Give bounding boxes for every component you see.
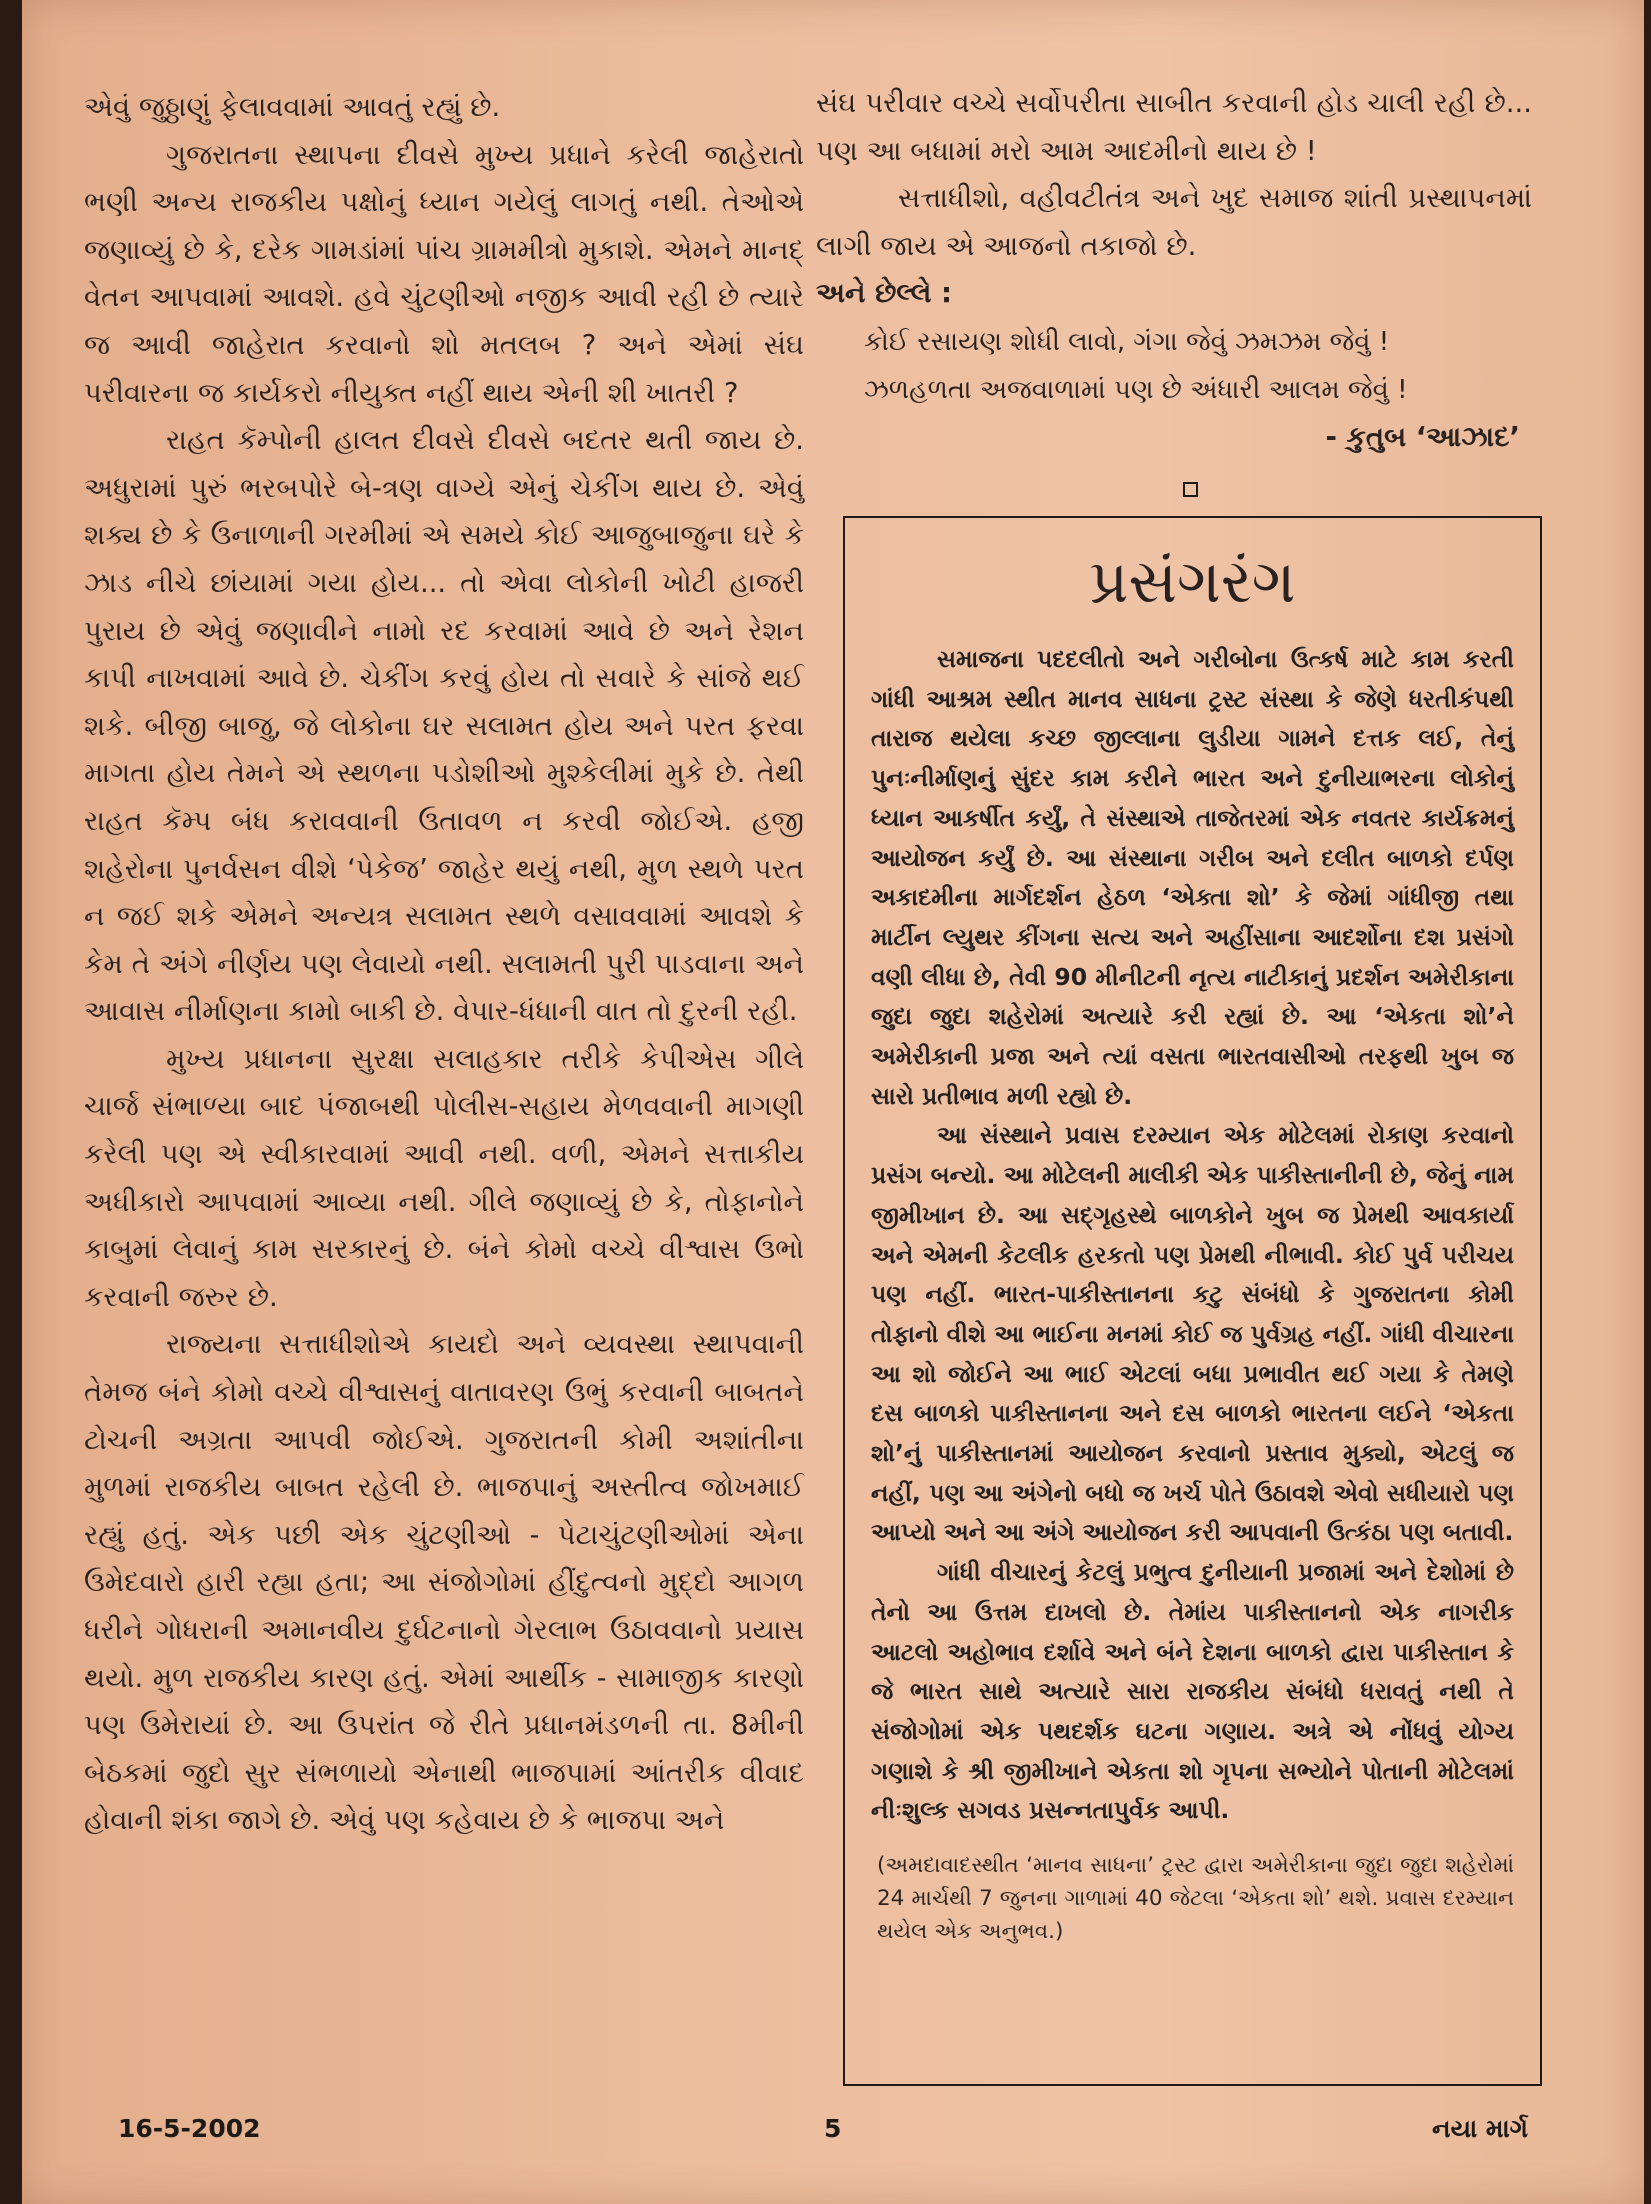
author-signature: - કુતુબ ‘આઝાદ’	[1325, 420, 1520, 453]
left-paragraph: રાજ્યના સત્તાધીશોએ કાયદો અને વ્યવસ્થા સ્થાપવાની તેમજ બંને કોમો વચ્ચે વીશ્વાસનું વાતાવરણ ઉભું કરવાની બાબતને ટોચની અગ્રતા આપવી જોઈએ. ગુજરાતની કોમી અશાંતીના મુળમાં રાજકીય બાબત રહેલી છે. ભાજપાનું અસ્તીત્વ જોખમાઈ રહ્યું હતું. એક પછી એક ચુંટણીઓ - પેટાચુંટણીઓમાં એના ઉમેદવારો હારી રહ્યા હતા; આ સંજોગોમાં હીંદુત્વનો મુદ્દો આગળ ધરીને ગોધરાની અમાનવીય દુર્ઘટનાનો ગેરલાભ ઉઠાવવાનો પ્રયાસ થયો. મુળ રાજકીય કારણ હતું. એમાં આર્થીક - સામાજીક કારણો પણ ઉમેરાયાં છે. આ ઉપરાંત જે રીતે પ્રધાનમંડળની તા. 8મીની બેઠકમાં જુદો સુર સંભળાયો એનાથી ભાજપામાં આંતરીક વીવાદ હોવાની શંકા જાગે છે. એવું પણ કહેવાય છે કે ભાજપા અને	[84, 1328, 804, 1837]
page-sheet	[22, 0, 1644, 2204]
box-paragraph: ગાંધી વીચારનું કેટલું પ્રભુત્વ દુનીયાની પ્રજામાં અને દેશોમાં છે તેનો આ ઉત્તમ દાખલો છે. તેમાંય પાકીસ્તાનનો એક નાગરીક આટલો અહોભાવ દર્શાવે અને બંને દેશના બાળકો દ્વારા પાકીસ્તાન કે જે ભારત સાથે અત્યારે સારા રાજકીય સંબંધો ધરાવતું નથી તે સંજોગોમાં એક પથદર્શક ઘટના ગણાય. અત્રે એ નોંધવું યોગ્ય ગણાશે કે શ્રી જીમીખાને એકતા શો ગૃપના સભ્યોને પોતાની મોટેલમાં નીઃશુલ્ક સગવડ પ્રસન્નતાપુર્વક આપી.	[871, 1558, 1514, 1825]
right-column	[816, 80, 1532, 462]
right-paragraph: સંઘ પરીવાર વચ્ચે સર્વોપરીતા સાબીત કરવાની હોડ ચાલી રહી છે... પણ આ બધામાં મરો આમ આદમીનો થાય છે !	[816, 87, 1532, 167]
left-paragraph: એવું જુઠ્ઠાણું ફેલાવવામાં આવતું રહ્યું છે.	[84, 91, 501, 123]
closing-heading: અને છેલ્લે :	[816, 277, 952, 310]
box-footnote: (અમદાવાદસ્થીત ‘માનવ સાધના’ ટ્રસ્ટ દ્વારા અમેરીકાના જુદા જુદા શહેરોમાં 24 માર્ચથી 7 જુનના ગાળામાં 40 જેટલા ‘એકતા શો’ થશે. પ્રવાસ દરમ્યાન થયેલ એક અનુભવ.)	[877, 1853, 1514, 1945]
left-paragraph: મુખ્ય પ્રધાનના સુરક્ષા સલાહકાર તરીકે કેપીએસ ગીલે ચાર્જ સંભાળ્યા બાદ પંજાબથી પોલીસ-સહાય મેળવવાની માગણી કરેલી પણ એ સ્વીકારવામાં આવી નથી. વળી, એમને સત્તાકીય અધીકારો આપવામાં આવ્યા નથી. ગીલે જણાવ્યું છે કે, તોફાનોને કાબુમાં લેવાનું કામ સરકારનું છે. બંને કોમો વચ્ચે વીશ્વાસ ઉભો કરવાની જરુર છે.	[84, 1042, 804, 1313]
footer-date: 16-5-2002	[118, 2114, 261, 2143]
page-number: 5	[824, 2114, 842, 2143]
box-paragraph: આ સંસ્થાને પ્રવાસ દરમ્યાન એક મોટેલમાં રોકાણ કરવાનો પ્રસંગ બન્યો. આ મોટેલની માલીકી એક પાકીસ્તાનીની છે, જેનું નામ જીમીખાન છે. આ સદ્ગૃહસ્થે બાળકોને ખુબ જ પ્રેમથી આવકાર્યા અને એમની કેટલીક હરકતો પણ પ્રેમથી નીભાવી. કોઈ પુર્વ પરીચય પણ નહીં. ભારત-પાકીસ્તાનના કટુ સંબંધો કે ગુજરાતના કોમી તોફાનો વીશે આ ભાઈના મનમાં કોઈ જ પુર્વગ્રહ નહીં. ગાંધી વીચારના આ શો જોઈને આ ભાઈ એટલાં બધા પ્રભાવીત થઈ ગયા કે તેમણે દસ બાળકો પાકીસ્તાનના અને દસ બાળકો ભારતના લઈને ‘એકતા શો’નું પાકીસ્તાનમાં આયોજન કરવાનો પ્રસ્તાવ મુક્યો, એટલું જ નહીં, પણ આ અંગેનો બધો જ ખર્ચ પોતે ઉઠાવશે એવો સધીયારો પણ આપ્યો અને આ અંગે આયોજન કરી આપવાની ઉત્કંઠા પણ બતાવી.	[871, 1121, 1514, 1547]
left-column	[84, 84, 804, 1845]
right-paragraph: સત્તાધીશો, વહીવટીતંત્ર અને ખુદ સમાજ શાંતી પ્રસ્થાપનમાં લાગી જાય એ આજનો તકાજો છે.	[816, 182, 1532, 262]
prasangrang-box	[843, 516, 1542, 2086]
left-paragraph: ગુજરાતના સ્થાપના દીવસે મુખ્ય પ્રધાને કરેલી જાહેરાતો ભણી અન્ય રાજકીય પક્ષોનું ધ્યાન ગયેલું લાગતું નથી. તેઓએ જણાવ્યું છે કે, દરેક ગામડાંમાં પાંચ ગ્રામમીત્રો મુકાશે. એમને માનદ્ વેતન આપવામાં આવશે. હવે ચુંટણીઓ નજીક આવી રહી છે ત્યારે જ આવી જાહેરાત કરવાનો શો મતલબ ? અને એમાં સંઘ પરીવારના જ કાર્યકરો નીયુક્ત નહીં થાય એની શી ખાતરી ?	[84, 138, 804, 409]
poem-line: ઝળહળતા અજવાળામાં પણ છે અંધારી આલમ જેવું !	[864, 374, 1408, 405]
poem-line: કોઈ રસાયણ શોધી લાવો, ગંગા જેવું ઝમઝમ જેવું !	[864, 326, 1390, 357]
left-paragraph: રાહત કૅમ્પોની હાલત દીવસે દીવસે બદતર થતી જાય છે. અધુરામાં પુરું ભરબપોરે બે-ત્રણ વાગ્યે એનું ચેકીંગ થાય છે. એવું શક્ય છે કે ઉનાળાની ગરમીમાં એ સમયે કોઈ આજુબાજુના ઘરે કે ઝાડ નીચે છાંયામાં ગયા હોય... તો એવા લોકોની ખોટી હાજરી પુરાય છે એવું જણાવીને નામો રદ કરવામાં આવે છે અને રેશન કાપી નાખવામાં આવે છે. ચેકીંગ કરવું હોય તો સવારે કે સાંજે થઈ શકે. બીજી બાજુ, જે લોકોના ઘર સલામત હોય અને પરત ફરવા માગતા હોય તેમને એ સ્થળના પડોશીઓ મુશ્કેલીમાં મુકે છે. તેથી રાહત કૅમ્પ બંધ કરાવવાની ઉતાવળ ન કરવી જોઈએ. હજી શહેરોના પુનર્વસન વીશે ‘પેકેજ’ જાહેર થયું નથી, મુળ સ્થળે પરત ન જઈ શકે એમને અન્યત્ર સલામત સ્થળે વસાવવામાં આવશે કે કેમ તે અંગે નીર્ણય પણ લેવાયો નથી. સલામતી પુરી પાડવાના અને આવાસ નીર્માણના કામો બાકી છે. વેપાર-ધંધાની વાત તો દુરની રહી.	[84, 424, 804, 1028]
box-title: પ્રસંગરંગ	[1089, 547, 1296, 617]
section-separator-icon	[1183, 482, 1198, 497]
box-body	[871, 640, 1514, 1831]
box-paragraph: સમાજના પદદલીતો અને ગરીબોના ઉત્કર્ષ માટે કામ કરતી ગાંધી આશ્રમ સ્થીત માનવ સાધના ટ્રસ્ટ સંસ્થા કે જેણે ધરતીકંપથી તારાજ થયેલા કચ્છ જીલ્લાના લુડીયા ગામને દત્તક લઈ, તેનું પુનઃનીર્માણનું સુંદર કામ કરીને ભારત અને દુનીયાભરના લોકોનું ધ્યાન આકર્ષીત કર્યું, તે સંસ્થાએ તાજેતરમાં એક નવતર કાર્યક્રમનું આયોજન કર્યું છે. આ સંસ્થાના ગરીબ અને દલીત બાળકો દર્પણ અકાદમીના માર્ગદર્શન હેઠળ ‘એક્તા શો’ કે જેમાં ગાંધીજી તથા માર્ટીન લ્યુથર કીંગના સત્ય અને અહીંસાના આદર્શોના દશ પ્રસંગો વણી લીધા છે, તેવી 90 મીનીટની નૃત્ય નાટીકાનું પ્રદર્શન અમેરીકાના જુદા જુદા શહેરોમાં અત્યારે કરી રહ્યાં છે. આ ‘એકતા શો’ને અમેરીકાની પ્રજા અને ત્યાં વસતા ભારતવાસીઓ તરફથી ખુબ જ સારો પ્રતીભાવ મળી રહ્યો છે.	[871, 645, 1514, 1110]
magazine-name: નયા માર્ગ	[1432, 2114, 1528, 2143]
